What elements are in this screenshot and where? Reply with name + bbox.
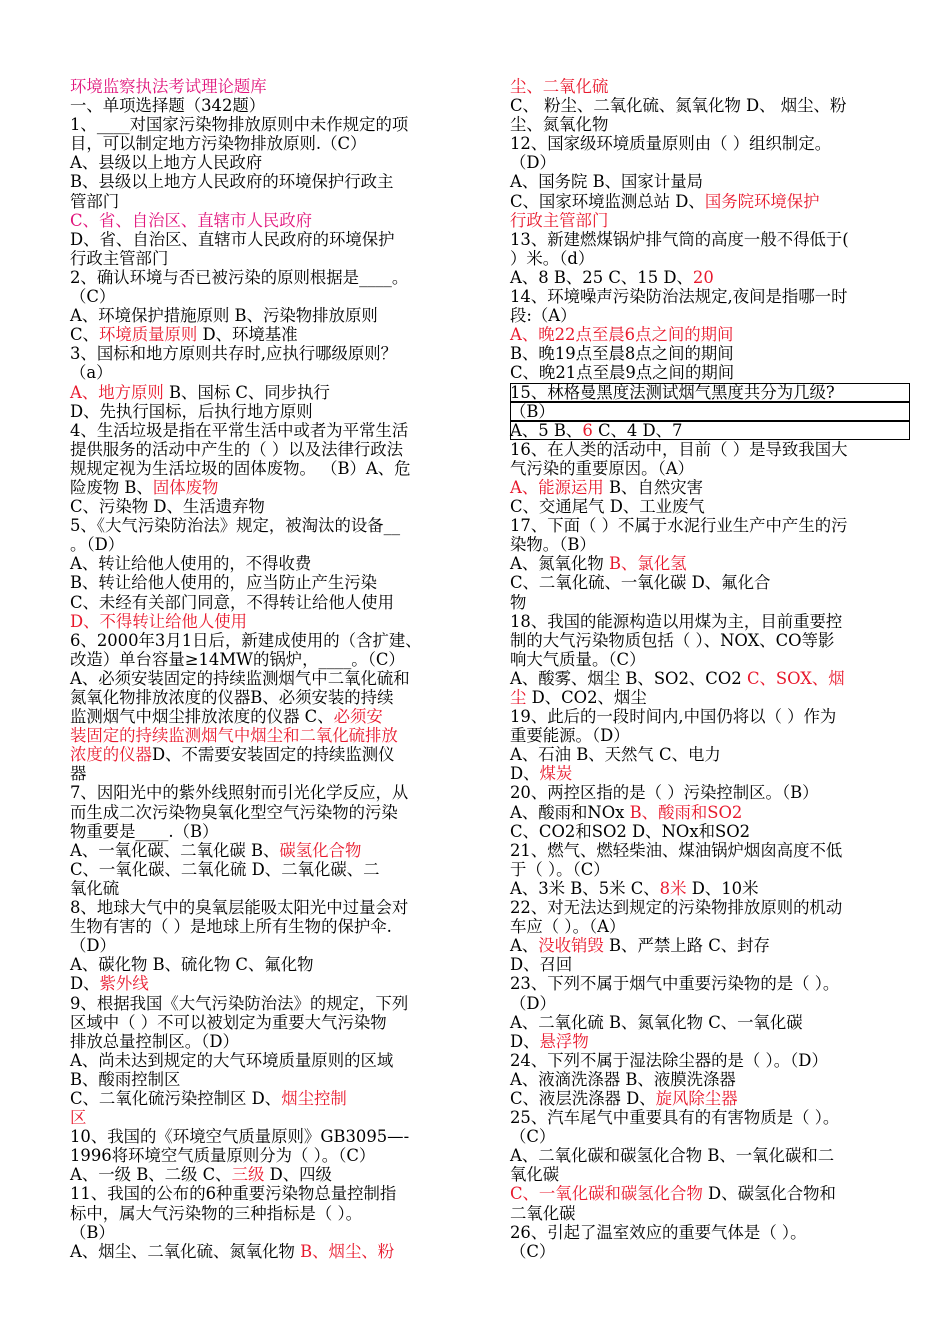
text-span: 22、对无法达到规定的污染物排放原则的机动 <box>510 898 843 918</box>
text-span: B、转让给他人使用的，应当防止产生污染 <box>70 573 378 593</box>
text-line <box>70 650 472 669</box>
text-span: 重要能源。（D） <box>510 726 630 746</box>
text-span: 监测烟气中烟尘排放浓度的仪器 C、 <box>70 707 334 727</box>
text-span: （a） <box>70 363 113 383</box>
text-line <box>70 249 472 268</box>
text-line <box>70 669 472 688</box>
highlighted-answer-text: 旋风除尘器 <box>655 1088 738 1108</box>
text-span: D、 <box>510 1031 540 1051</box>
text-span: B、县级以上地方人民政府的环境保护行政主 <box>70 172 394 192</box>
text-span: 21、燃气、燃轻柴油、煤油锅炉烟囱高度不低 <box>510 840 843 860</box>
text-line <box>510 440 910 459</box>
text-span: A、国务院 B、国家计量局 <box>510 172 703 192</box>
highlighted-answer-text: 环境监察执法考试理论题库 <box>70 77 267 96</box>
text-span: D、CO2、烟尘 <box>526 688 647 707</box>
highlighted-answer-text: 固体废物 <box>152 477 219 497</box>
text-span: D、省、自治区、直辖市人民政府的环境保护 <box>70 229 395 249</box>
text-span: （B） <box>70 1222 115 1242</box>
text-span: 13、新建燃煤锅炉排气筒的高度一般不得低于( <box>510 229 849 249</box>
highlighted-answer-text: A、晚22点至晨6点之间的期间 <box>510 325 734 345</box>
highlighted-answer-text: A、能源运用 <box>510 477 604 497</box>
text-line <box>70 134 472 153</box>
text-span: 25、汽车尾气中重要具有的有害物质是（ ）。 <box>510 1108 840 1128</box>
text-line <box>510 841 910 860</box>
text-span: 尘、氮氧化物 <box>510 115 609 135</box>
text-span: 14、环境噪声污染防治法规定,夜间是指哪一时 <box>510 287 848 307</box>
text-line <box>510 1032 910 1051</box>
text-line <box>70 440 472 459</box>
text-span: 二氧化碳 <box>510 1203 576 1223</box>
text-span: 规规定视为生活垃圾的固体废物。 （B）A、危 <box>70 458 411 478</box>
text-span: 1996将环境空气质量原则分为（ ）。（C） <box>70 1146 376 1166</box>
highlighted-answer-text: 装固定的持续监测烟气中烟尘和二氧化硫排放 <box>70 726 398 746</box>
text-line <box>70 803 472 822</box>
text-line <box>70 1070 472 1089</box>
text-span: 改造）单台容量≥14MW的锅炉，____。（C） <box>70 649 405 669</box>
highlighted-answer-text: B、氯化氢 <box>609 554 687 574</box>
text-span: B、国标 C、同步执行 <box>163 382 330 402</box>
text-span: 氮氧化物排放浓度的仪器B、必须安装的持续 <box>70 688 394 707</box>
text-span: B、晚19点至晨8点之间的期间 <box>510 344 734 364</box>
text-line <box>70 230 472 249</box>
text-line <box>70 593 472 612</box>
text-line <box>70 497 472 516</box>
text-line <box>510 516 910 535</box>
text-span: C、 粉尘、二氧化硫、氮氧化物 D、 烟尘、粉 <box>510 96 847 116</box>
left-column <box>70 77 472 1261</box>
text-line <box>70 1204 472 1223</box>
text-line <box>510 669 910 688</box>
text-span: D、 <box>70 974 100 994</box>
highlighted-answer-text: 行政主管部门 <box>510 210 609 230</box>
text-line <box>510 573 910 592</box>
text-span: 车应（ ）。（A） <box>510 917 626 937</box>
text-line <box>70 1184 472 1203</box>
text-span: 物 <box>510 592 527 612</box>
text-span: 26、引起了温室效应的重要气体是（ ）。 <box>510 1222 807 1242</box>
text-line <box>70 96 472 115</box>
text-span: 24、下列不属于湿法除尘器的是（ ）。（D） <box>510 1050 828 1070</box>
text-span: 一、单项选择题（342题） <box>70 96 266 116</box>
text-line <box>510 421 910 440</box>
text-span: D、召回 <box>510 955 573 975</box>
text-line <box>510 1108 910 1127</box>
text-line <box>70 994 472 1013</box>
highlighted-answer-text: C、一氧化碳和碳氢化合物 <box>510 1184 703 1204</box>
highlighted-answer-text: C、省、自治区、直辖市人民政府 <box>70 210 313 230</box>
text-span: （C） <box>510 1241 556 1261</box>
text-line <box>70 879 472 898</box>
text-span: （C） <box>70 287 116 307</box>
text-line <box>510 1242 910 1261</box>
text-line <box>70 115 472 134</box>
text-span: C、二氧化硫、一氧化碳 D、氟化合 <box>510 573 771 593</box>
text-span: 标中，属大气污染物的三种指标是（ ）。 <box>70 1203 363 1223</box>
text-span: A、二氧化碳和碳氢化合物 B、一氧化碳和二 <box>510 1146 835 1166</box>
text-line <box>510 249 910 268</box>
text-line <box>510 1184 910 1203</box>
text-line <box>510 707 910 726</box>
highlighted-answer-text: 国务院环境保护 <box>704 191 820 211</box>
text-span: 区域中（ ）不可以被划定为重要大气污染物 <box>70 1012 387 1032</box>
text-line <box>70 822 472 841</box>
text-line <box>510 593 910 612</box>
text-span: 气污染的重要原因。（A） <box>510 458 694 478</box>
text-span: C、未经有关部门同意，不得转让给他人使用 <box>70 592 394 612</box>
text-span: D、10米 <box>686 878 759 898</box>
text-span: A、碳化物 B、硫化物 C、氟化物 <box>70 955 314 975</box>
text-line <box>70 1051 472 1070</box>
text-span: A、酸雨和NOx <box>510 802 630 822</box>
text-span: A、8 B、25 C、15 D、 <box>510 267 693 287</box>
text-line <box>510 402 910 421</box>
text-span: 6、2000年3月1日后，新建成使用的（含扩建、 <box>70 630 422 650</box>
text-line <box>70 974 472 993</box>
text-line <box>70 783 472 802</box>
text-span: ）米。（d） <box>510 248 595 268</box>
text-line <box>70 535 472 554</box>
text-line <box>510 325 910 344</box>
text-span: 16、在人类的活动中，目前（ ）是导致我国大 <box>510 439 848 459</box>
text-span: 染物。（B） <box>510 535 596 555</box>
text-span: A、酸雾、烟尘 B、SO2、CO2 <box>510 668 747 688</box>
text-line <box>510 917 910 936</box>
text-line <box>70 1089 472 1108</box>
highlighted-answer-text: 三级 <box>231 1165 265 1185</box>
text-span: 行政主管部门 <box>70 248 169 268</box>
highlighted-answer-text: 区 <box>70 1108 87 1128</box>
text-line <box>70 306 472 325</box>
text-line <box>70 1146 472 1165</box>
text-span: D、不需要安装固定的持续监测仪 <box>151 745 395 765</box>
text-line <box>510 1165 910 1184</box>
text-line <box>510 650 910 669</box>
highlighted-answer-text: 煤炭 <box>539 764 573 784</box>
text-span: C、CO2和SO2 D、NOx和SO2 <box>510 821 751 841</box>
text-line <box>70 1108 472 1127</box>
text-line <box>510 974 910 993</box>
text-line <box>510 1204 910 1223</box>
text-line <box>70 192 472 211</box>
text-line <box>510 994 910 1013</box>
text-line <box>70 1165 472 1184</box>
text-line <box>70 402 472 421</box>
text-span: 8、地球大气中的臭氧层能吸太阳光中过量会对 <box>70 898 409 918</box>
text-line <box>70 153 472 172</box>
text-line <box>510 134 910 153</box>
text-span: A、一氧化碳、二氧化碳 B、 <box>70 840 280 860</box>
text-span: 氧化碳 <box>510 1165 560 1185</box>
text-span: D、 <box>510 764 540 784</box>
text-line <box>70 1242 472 1261</box>
text-span: A、液滴洗涤器 B、液膜洗涤器 <box>510 1069 736 1089</box>
text-line <box>70 421 472 440</box>
text-line <box>510 363 910 382</box>
text-line <box>70 287 472 306</box>
highlighted-answer-text: C、SOX、烟 <box>746 668 845 688</box>
text-span: 而生成二次污染物臭氧化型空气污染物的污染 <box>70 802 398 822</box>
text-span: （C） <box>510 1127 556 1147</box>
text-line <box>510 172 910 191</box>
text-span: 制的大气污染物质包括（ ）、NOX、CO等影 <box>510 630 835 650</box>
text-line <box>510 764 910 783</box>
text-span: A、 <box>510 936 539 956</box>
text-span: 19、此后的一段时间内,中国仍将以（ ）作为 <box>510 707 837 727</box>
text-line <box>510 306 910 325</box>
highlighted-answer-text: 尘 <box>510 688 527 707</box>
text-span: 。（D） <box>70 535 125 555</box>
text-line <box>510 1070 910 1089</box>
text-line <box>70 77 472 96</box>
text-span: 2、确认环境与否已被污染的原则根据是____。 <box>70 267 409 287</box>
text-span: 于（ ）。（C） <box>510 859 610 879</box>
text-line <box>70 325 472 344</box>
right-column <box>510 77 910 1261</box>
text-span: 12、国家级环境质量原则由（ ）组织制定。 <box>510 134 832 154</box>
text-span: 排放总量控制区。（D） <box>70 1031 239 1051</box>
text-line <box>70 688 472 707</box>
text-line <box>510 936 910 955</box>
text-span: A、环境保护措施原则 B、污染物排放原则 <box>70 306 378 326</box>
text-span: C、污染物 D、生活遗弃物 <box>70 497 265 517</box>
text-line <box>70 841 472 860</box>
text-span: （D） <box>510 153 556 173</box>
text-line <box>510 230 910 249</box>
highlighted-answer-text: 紫外线 <box>99 974 149 994</box>
text-line <box>70 172 472 191</box>
text-span: 5、《大气污染防治法》规定，被淘汰的设备__ <box>70 516 401 536</box>
text-span: A、县级以上地方人民政府 <box>70 153 263 173</box>
text-span: B、酸雨控制区 <box>70 1069 181 1089</box>
highlighted-answer-text: 环境质量原则 <box>98 325 198 345</box>
text-span: （B） <box>510 401 555 421</box>
text-span: （D） <box>70 936 116 956</box>
text-line <box>70 1127 472 1146</box>
highlighted-answer-text: 尘、二氧化硫 <box>510 77 609 96</box>
highlighted-answer-text: 没收销毁 <box>538 936 604 956</box>
text-line <box>510 153 910 172</box>
text-line <box>70 1223 472 1242</box>
text-line <box>510 631 910 650</box>
highlighted-answer-text: 必须安 <box>333 707 383 727</box>
text-span: 目，可以制定地方污染物排放原则.（C） <box>70 134 367 154</box>
text-line <box>510 287 910 306</box>
text-span: A、烟尘、二氧化硫、氮氧化物 <box>70 1241 301 1261</box>
text-span: 11、我国的公布的6种重要污染物总量控制指 <box>70 1184 397 1204</box>
text-line <box>510 383 910 402</box>
text-span: A、5 B、 <box>510 420 583 440</box>
text-span: 生物有害的（ ）是地球上所有生物的保护伞. <box>70 917 392 937</box>
text-line <box>70 363 472 382</box>
text-line <box>510 535 910 554</box>
text-line <box>510 688 910 707</box>
text-line <box>70 631 472 650</box>
text-line <box>510 554 910 573</box>
text-line <box>70 554 472 573</box>
text-line <box>70 459 472 478</box>
text-span: 10、我国的《环境空气质量原则》GB3095—- <box>70 1127 410 1147</box>
text-line <box>510 96 910 115</box>
text-line <box>70 898 472 917</box>
text-span: D、环境基准 <box>197 325 298 345</box>
text-line <box>70 707 472 726</box>
highlighted-answer-text: 20 <box>692 267 714 287</box>
text-line <box>510 459 910 478</box>
text-span: 氧化硫 <box>70 878 120 898</box>
text-span: B、严禁上路 C、封存 <box>603 936 770 956</box>
text-span: A、3米 B、5米 C、 <box>510 878 660 898</box>
text-line <box>510 1013 910 1032</box>
text-span: C、一氧化碳、二氧化硫 D、二氧化碳、二 <box>70 859 380 879</box>
text-line <box>70 344 472 363</box>
text-line <box>70 478 472 497</box>
text-line <box>510 1089 910 1108</box>
text-line <box>510 344 910 363</box>
text-line <box>510 955 910 974</box>
text-line <box>70 917 472 936</box>
highlighted-answer-text: B、酸雨和SO2 <box>629 802 743 822</box>
text-line <box>70 1032 472 1051</box>
text-span: C、4 D、7 <box>592 420 683 440</box>
text-line <box>70 612 472 631</box>
text-span: 20、两控区指的是（ ）污染控制区。（B） <box>510 783 819 803</box>
text-span: A、尚未达到规定的大气环境质量原则的区域 <box>70 1050 394 1070</box>
text-span: C、二氧化硫污染控制区 D、 <box>70 1088 282 1108</box>
text-line <box>70 860 472 879</box>
text-span: A、一级 B、二级 C、 <box>70 1165 232 1185</box>
text-span: （D） <box>510 993 556 1013</box>
text-line <box>70 764 472 783</box>
text-line <box>70 1013 472 1032</box>
highlighted-answer-text: D、不得转让给他人使用 <box>70 611 248 631</box>
text-span: 9、根据我国《大气污染防治法》的规定，下列 <box>70 993 409 1013</box>
highlighted-answer-text: 烟尘控制 <box>281 1088 347 1108</box>
text-line <box>510 898 910 917</box>
text-span: C、 <box>70 325 99 345</box>
highlighted-answer-text: 悬浮物 <box>539 1031 589 1051</box>
text-line <box>70 726 472 745</box>
text-line <box>70 955 472 974</box>
text-span: B、自然灾害 <box>603 477 704 497</box>
text-line <box>510 192 910 211</box>
text-span: 响大气质量。（C） <box>510 649 646 669</box>
highlighted-answer-text: B、烟尘、粉 <box>300 1241 395 1261</box>
text-span: D、碳氢化合物和 <box>702 1184 836 1204</box>
text-line <box>70 745 472 764</box>
text-line <box>70 573 472 592</box>
text-span: 险废物 B、 <box>70 477 153 497</box>
text-line <box>70 211 472 230</box>
text-line <box>510 1146 910 1165</box>
text-span: 7、因阳光中的紫外线照射而引光化学反应，从 <box>70 783 409 803</box>
text-span: A、转让给他人使用的，不得收费 <box>70 554 312 574</box>
text-line <box>510 211 910 230</box>
text-span: A、氮氧化物 <box>510 554 609 574</box>
text-line <box>510 77 910 96</box>
text-line <box>510 783 910 802</box>
text-line <box>510 726 910 745</box>
text-span: 18、我国的能源构造以用煤为主，目前重要控 <box>510 611 843 631</box>
text-span: 段:（A） <box>510 306 577 326</box>
text-span: 23、下列不属于烟气中重要污染物的是（ ）。 <box>510 974 840 994</box>
highlighted-answer-text: A、地方原则 <box>70 382 164 402</box>
highlighted-answer-text: 碳氢化合物 <box>279 840 362 860</box>
text-line <box>70 383 472 402</box>
text-line <box>70 936 472 955</box>
text-span: A、石油 B、天然气 C、电力 <box>510 745 721 765</box>
text-span: 3、国标和地方原则共存时,应执行哪级原则？ <box>70 344 398 364</box>
text-span: D、先执行国标，后执行地方原则 <box>70 401 313 421</box>
text-span: 提供服务的活动中产生的（ ）以及法律行政法 <box>70 439 404 459</box>
text-line <box>510 745 910 764</box>
highlighted-answer-text: 6 <box>582 420 593 440</box>
text-span: 管部门 <box>70 191 120 211</box>
text-span: A、必须安装固定的持续监测烟气中二氧化硫和 <box>70 668 410 688</box>
highlighted-answer-text: 8米 <box>659 878 687 898</box>
text-line <box>510 860 910 879</box>
text-span: C、液层洗涤器 D、 <box>510 1088 656 1108</box>
text-line <box>510 1127 910 1146</box>
text-line <box>510 612 910 631</box>
text-span: D、四级 <box>264 1165 332 1185</box>
text-span: 物重要是____.（B） <box>70 821 219 841</box>
text-span: C、交通尾气 D、工业废气 <box>510 497 705 517</box>
highlighted-answer-text: 浓度的仪器 <box>70 745 152 765</box>
text-span: C、晚21点至晨9点之间的期间 <box>510 363 735 383</box>
text-span: C、国家环境监测总站 D、 <box>510 191 705 211</box>
text-line <box>510 478 910 497</box>
text-line <box>510 822 910 841</box>
text-span: 17、下面（ ）不属于水泥行业生产中产生的污 <box>510 516 848 536</box>
text-line <box>510 115 910 134</box>
text-span: A、二氧化硫 B、氮氧化物 C、一氧化碳 <box>510 1012 803 1032</box>
text-line <box>510 497 910 516</box>
text-span: 4、生活垃圾是指在平常生活中或者为平常生活 <box>70 420 409 440</box>
text-line <box>70 516 472 535</box>
text-span: 15、林格曼黑度法测试烟气黑度共分为几级? <box>510 382 835 402</box>
text-line <box>510 1223 910 1242</box>
text-line <box>70 268 472 287</box>
text-line <box>510 268 910 287</box>
text-span: 器 <box>70 764 87 784</box>
text-line <box>510 803 910 822</box>
text-line <box>510 1051 910 1070</box>
text-span: 1、____对国家污染物排放原则中未作规定的项 <box>70 115 409 135</box>
text-line <box>510 879 910 898</box>
